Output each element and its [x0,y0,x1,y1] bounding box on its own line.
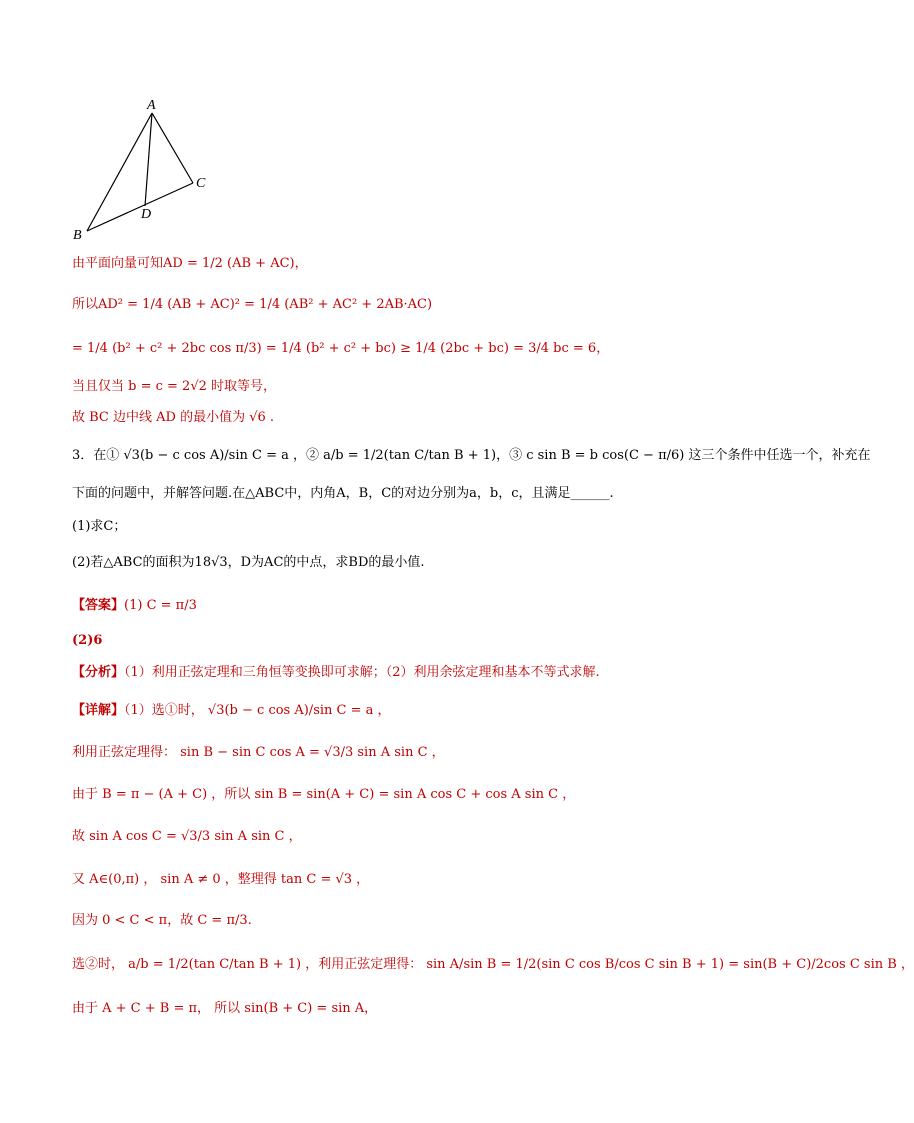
answer-tag: 【答案】 [72,598,125,613]
detail-line-2: 利用正弦定理得： sin B − sin C cos A = √3/3 sin A sin C ， [72,745,445,760]
question-3-stem-cont: 下面的问题中，并解答问题.在△ABC中，内角A，B，C的对边分别为a，b，c，且满足______. [72,486,614,501]
detail-line-7: 选②时， a/b = 1/2(tan C/tan B + 1) ，利用正弦定理得： sin A/sin B = 1/2(sin C cos B/cos C sin B + 1) = sin(B + C)/2cos C sin B ， [72,957,914,972]
line-equality-condition: 当且仅当 b = c = 2√2 时取等号， [72,379,277,394]
question-3-stem: 3．在① √3(b − c cos A)/sin C = a ，② a/b = 1/2(tan C/tan B + 1)，③ c sin B = b cos(C − π/6) 这三个条件中任选一个，补充在 [72,448,871,463]
line-min-value: 故 BC 边中线 AD 的最小值为 √6 . [72,410,275,425]
analysis-text: （1）利用正弦定理和三角恒等变换即可求解；（2）利用余弦定理和基本不等式求解. [124,665,600,680]
detail-line-4: 故 sin A cos C = √3/3 sin A sin C ， [72,829,302,844]
detail-line-1 [72,702,391,720]
triangle-figure [0,0,794,250]
label-d: D [141,207,152,222]
detail-line-6: 因为 0 < C < π，故 C = π/3. [72,913,252,928]
detail-tag: 【详解】 [72,703,125,718]
question-3-part-2: (2)若△ABC的面积为18√3，D为AC的中点，求BD的最小值. [72,555,425,570]
median-ad [145,113,152,206]
line-vector-ad: 由平面向量可知AD = 1/2 (AB + AC)， [72,256,308,271]
line-ad-squared: 所以AD² = 1/4 (AB + AC)² = 1/4 (AB² + AC² + 2AB·AC) [72,297,433,312]
answer-2: (2)6 [72,633,103,648]
analysis-line [72,664,600,682]
label-a: A [147,98,156,113]
analysis-tag: 【分析】 [72,665,125,680]
detail-line-5: 又 A∈(0,π) ， sin A ≠ 0 ，整理得 tan C = √3 ， [72,872,370,887]
label-c: C [196,176,206,191]
side-bc [87,183,193,231]
line-expansion: = 1/4 (b² + c² + 2bc cos π/3) = 1/4 (b² + c² + bc) ≥ 1/4 (2bc + bc) = 3/4 bc = 6， [72,341,610,356]
label-b: B [73,228,82,243]
answer-1: (1) C = π/3 [124,598,197,613]
detail-line-3: 由于 B = π − (A + C) ，所以 sin B = sin(A + C) = sin A cos C + cos A sin C ， [72,787,576,802]
side-ac [152,113,193,183]
answer-line [72,597,197,615]
detail-line-8: 由于 A + C + B = π， 所以 sin(B + C) = sin A， [72,1001,378,1016]
detail-text-1: （1）选①时， √3(b − c cos A)/sin C = a ， [124,703,391,718]
question-3-part-1: (1)求C； [72,519,127,534]
